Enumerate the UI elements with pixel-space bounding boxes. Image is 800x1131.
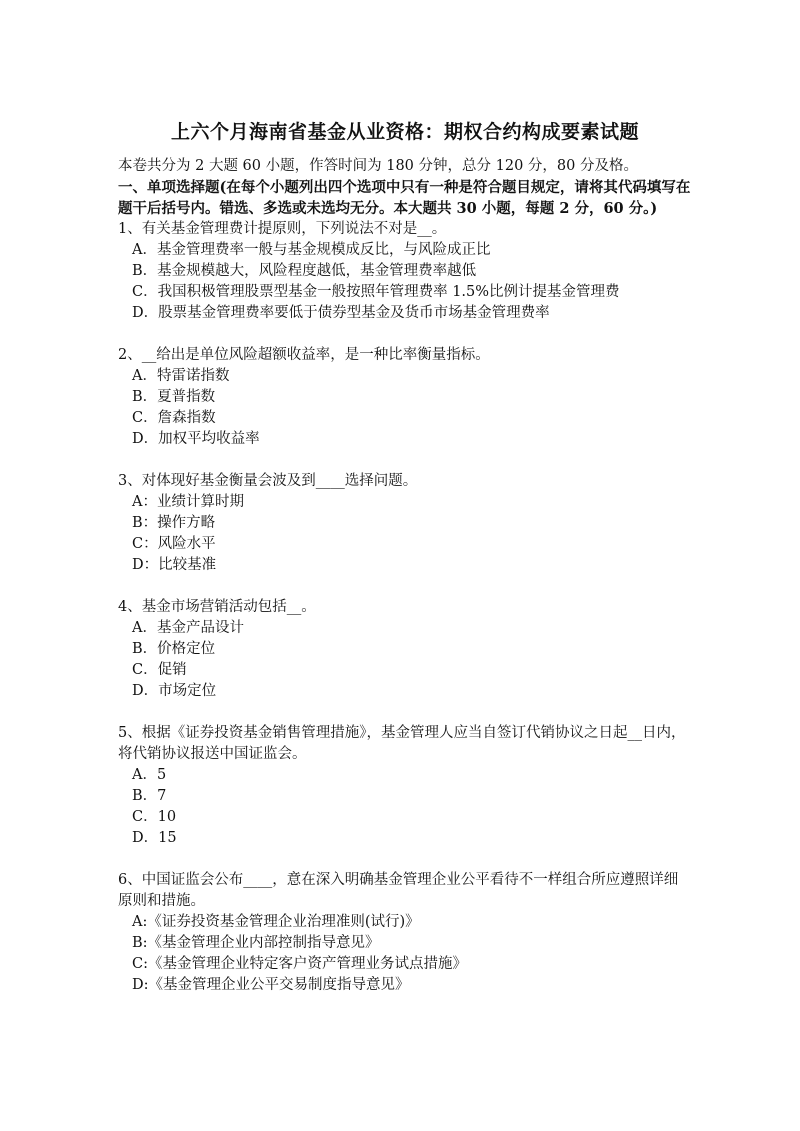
question-text: 1、有关基金管理费计提原则，下列说法不对是__。 — [118, 221, 447, 237]
option-c: C：风险水平 — [132, 536, 216, 552]
question-text: 3、对体现好基金衡量会波及到____选择问题。 — [118, 473, 418, 489]
option-d: D：比较基准 — [132, 557, 217, 573]
option-c: C．促销 — [132, 662, 187, 678]
option-b: B．7 — [132, 788, 167, 804]
exam-intro: 本卷共分为 2 大题 60 小题，作答时间为 180 分钟，总分 120 分，80 分及格。 — [118, 158, 638, 174]
option-a: A．基金管理费率一般与基金规模成反比，与风险成正比 — [132, 242, 491, 258]
question-2 — [118, 345, 692, 450]
option-c: C:《基金管理企业特定客户资产管理业务试点措施》 — [132, 956, 467, 972]
option-b: B．基金规模越大，风险程度越低，基金管理费率越低 — [132, 263, 477, 279]
option-a: A．特雷诺指数 — [132, 368, 230, 384]
question-1 — [118, 219, 692, 324]
option-b: B：操作方略 — [132, 515, 216, 531]
document-page — [118, 118, 692, 996]
question-4 — [118, 597, 692, 702]
question-text: 2、__给出是单位风险超额收益率，是一种比率衡量指标。 — [118, 347, 490, 363]
question-3 — [118, 471, 692, 576]
question-text: 4、基金市场营销活动包括__。 — [118, 599, 316, 615]
option-c: C．我国积极管理股票型基金一般按照年管理费率 1.5%比例计提基金管理费 — [132, 284, 620, 300]
document-title: 上六个月海南省基金从业资格：期权合约构成要素试题 — [170, 121, 639, 143]
section-heading: 一、单项选择题(在每个小题列出四个选项中只有一种是符合题目规定，请将其代码填写在题干后括号内。错选、多选或未选均无分。本大题共 30 小题，每题 2 分，60 分。) — [118, 179, 691, 217]
option-c: C．10 — [132, 809, 177, 825]
question-text: 6、中国证监会公布____，意在深入明确基金管理企业公平看待不一样组合所应遵照详细原则和措施。 — [118, 872, 679, 909]
option-b: B:《基金管理企业内部控制指导意见》 — [132, 935, 380, 951]
option-c: C．詹森指数 — [132, 410, 216, 426]
option-d: D．加权平均收益率 — [132, 431, 260, 447]
option-a: A：业绩计算时期 — [132, 494, 244, 510]
question-6 — [118, 870, 692, 996]
question-5 — [118, 723, 692, 849]
question-list — [118, 219, 692, 996]
option-d: D．股票基金管理费率要低于债券型基金及货币市场基金管理费率 — [132, 305, 550, 321]
question-text: 5、根据《证券投资基金销售管理措施》，基金管理人应当自签订代销协议之日起__日内，将代销协议报送中国证监会。 — [118, 725, 686, 762]
option-a: A．5 — [132, 767, 167, 783]
option-a: A．基金产品设计 — [132, 620, 244, 636]
option-b: B．价格定位 — [132, 641, 216, 657]
option-b: B．夏普指数 — [132, 389, 216, 405]
option-a: A:《证券投资基金管理企业治理准则(试行)》 — [132, 914, 420, 930]
option-d: D．15 — [132, 830, 177, 846]
option-d: D．市场定位 — [132, 683, 217, 699]
option-d: D:《基金管理企业公平交易制度指导意见》 — [132, 977, 410, 993]
